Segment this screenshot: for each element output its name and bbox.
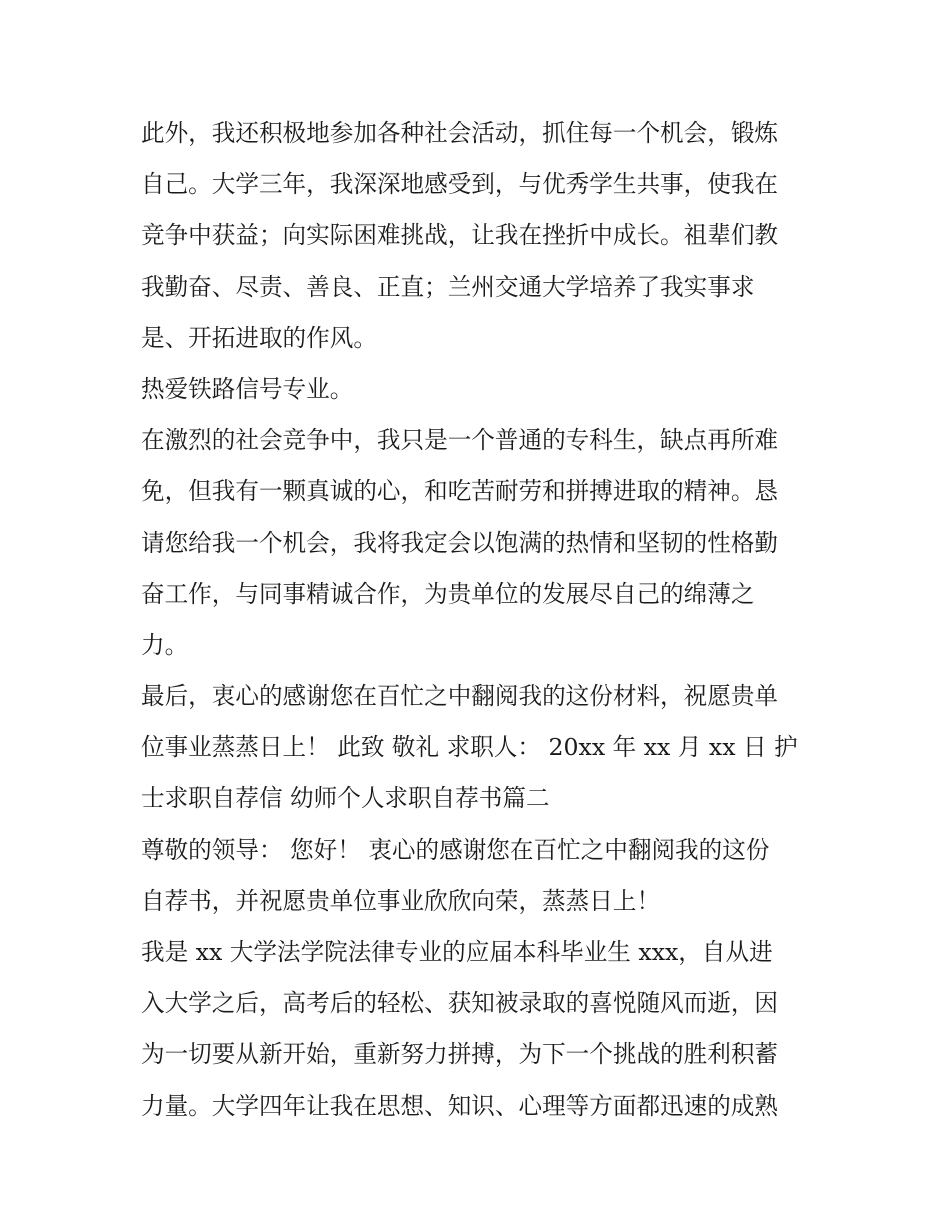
text-line: 最后，衷心的感谢您在百忙之中翻阅我的这份材料，祝愿贵单: [141, 682, 779, 711]
text-line: 为一切要从新开始，重新努力拼搏，为下一个挑战的胜利积蓄: [141, 1040, 779, 1069]
text-line: 热爱铁路信号专业。: [141, 374, 354, 403]
text-line: 免，但我有一颗真诚的心，和吃苦耐劳和拼搏进取的精神。恳: [141, 477, 779, 506]
text-line: 力。: [141, 630, 189, 659]
text-line: 是、开拓进取的作风。: [141, 323, 377, 352]
body-text: [141, 108, 813, 1132]
text-line: 位事业蒸蒸日上！ 此致 敬礼 求职人： 20xx 年 xx 月 xx 日 护: [141, 733, 798, 762]
text-line: 此外，我还积极地参加各种社会活动，抓住每一个机会，锻炼: [141, 119, 779, 147]
text-line: 自荐书，并祝愿贵单位事业欣欣向荣，蒸蒸日上！: [141, 886, 661, 915]
text-line: 尊敬的领导： 您好！ 衷心的感谢您在百忙之中翻阅我的这份: [141, 835, 770, 864]
text-line: 在激烈的社会竞争中，我只是一个普通的专科生，缺点再所难: [141, 426, 779, 455]
text-line: 力量。大学四年让我在思想、知识、心理等方面都迅速的成熟: [141, 1091, 779, 1120]
text-line: 士求职自荐信 幼师个人求职自荐书篇二: [141, 784, 550, 813]
text-line: 奋工作，与同事精诚合作，为贵单位的发展尽自己的绵薄之: [141, 579, 755, 608]
text-line: 竞争中获益；向实际困难挑战，让我在挫折中成长。祖辈们教: [141, 221, 779, 250]
text-line: 我勤奋、尽责、善良、正直；兰州交通大学培养了我实事求: [141, 272, 755, 301]
text-line: 自己。大学三年，我深深地感受到，与优秀学生共事，使我在: [141, 170, 779, 199]
text-line: 入大学之后，高考后的轻松、获知被录取的喜悦随风而逝，因: [141, 989, 779, 1018]
text-line: 请您给我一个机会，我将我定会以饱满的热情和坚韧的性格勤: [141, 528, 779, 557]
text-line: 我是 xx 大学法学院法律专业的应届本科毕业生 xxx，自从进: [141, 938, 773, 966]
